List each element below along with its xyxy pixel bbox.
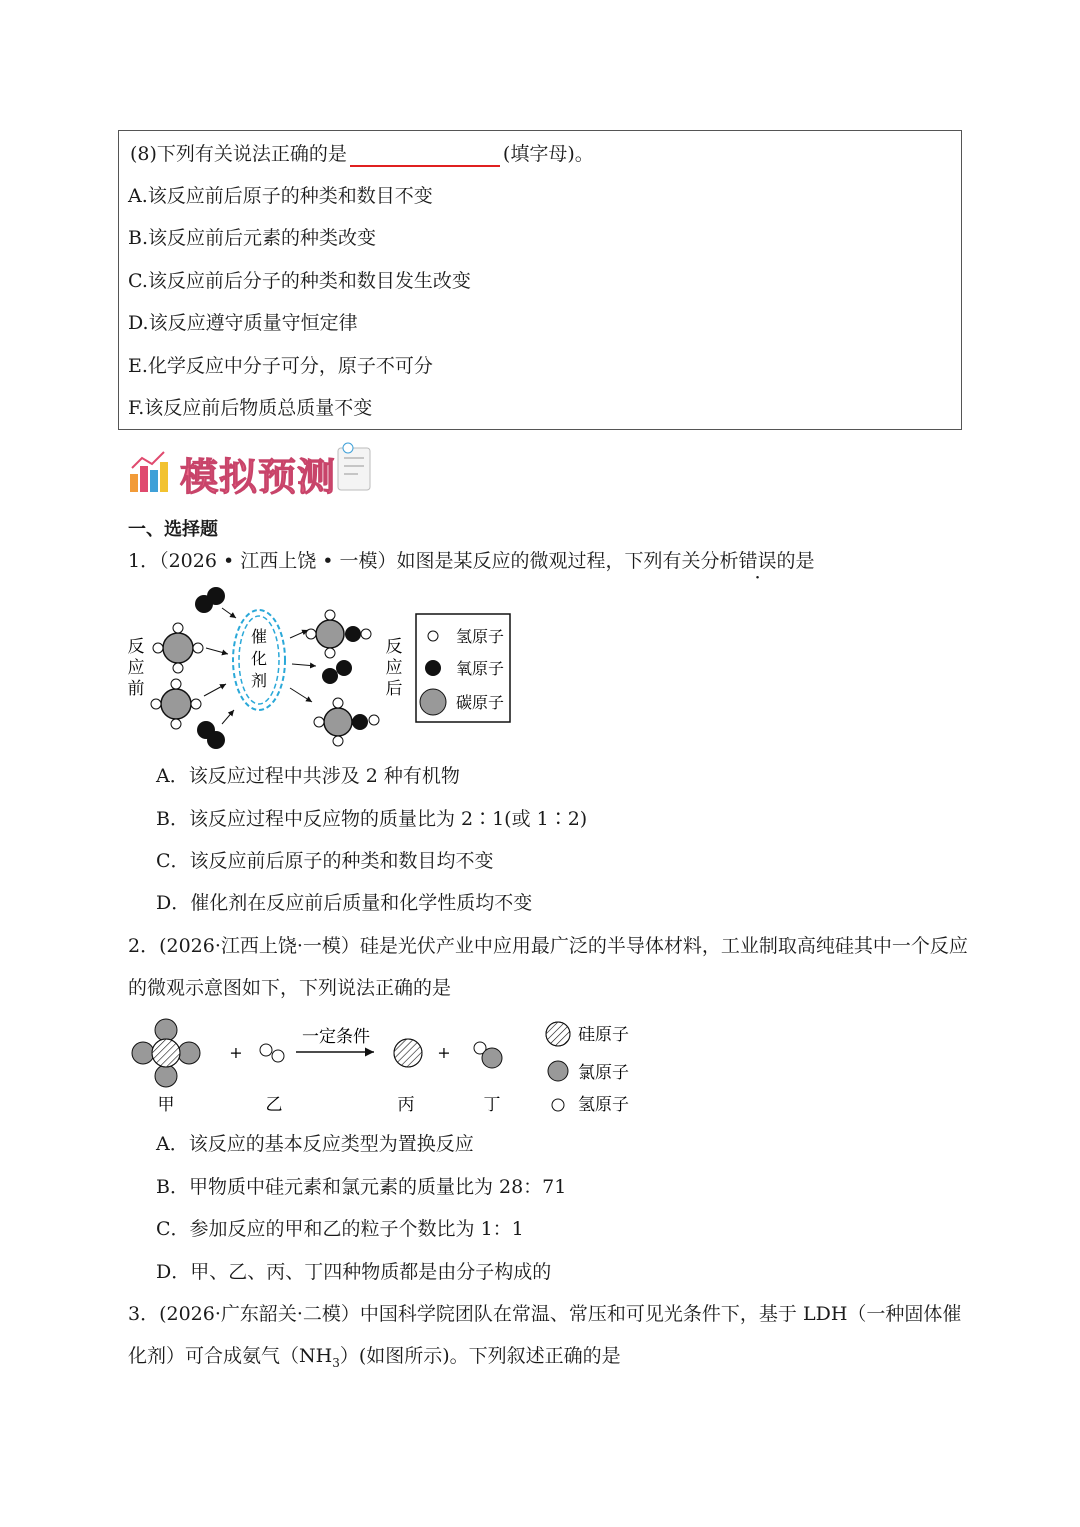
box-option-d: D.该反应遵守质量守恒定律 [128,312,358,334]
box-option-c: C.该反应前后分子的种类和数目发生改变 [128,270,471,292]
q2-legend-silicon: 硅原子 [578,1025,629,1045]
q2-condition: 一定条件 [302,1027,370,1047]
box-question-text: (8)下列有关说法正确的是 [130,143,347,165]
q1-reaction-figure [124,584,524,754]
q3-subscript: 3 [332,1355,340,1370]
q1-stem-before: 1．（2026 • 江西上饶 • 一模）如图是某反应的微观过程，下列有关分析 [128,550,739,572]
q3-stem-line-2 [128,1343,621,1376]
answer-blank[interactable] [350,145,500,167]
q1-catalyst-label-3: 剂 [250,671,268,690]
q2-label-yi: 乙 [265,1095,283,1115]
q2-legend-hydrogen: 氢原子 [578,1095,629,1115]
q2-stem-line-2: 的微观示意图如下，下列说法正确的是 [128,977,452,999]
q1-after-label-1: 反 [385,637,403,657]
q2-reaction-figure [124,1010,644,1122]
q1-option-d: D．催化剂在反应前后质量和化学性质均不变 [156,892,533,914]
q1-after-label-2: 应 [385,658,403,678]
q2-option-c: C．参加反应的甲和乙的粒子个数比为 1：1 [156,1218,524,1240]
q1-stem-emphasis: 错误 [738,550,777,572]
q3-stem-line-2-b: ）(如图所示)。下列叙述正确的是 [339,1345,621,1367]
q1-stem-after: 的是 [776,550,815,572]
q1-before-label-1: 反 [127,637,145,657]
box-question [130,141,594,167]
box-option-f: F.该反应前后物质总质量不变 [128,397,373,419]
box-option-e: E.化学反应中分子可分，原子不可分 [128,355,433,377]
box-question-suffix: (填字母)。 [502,143,594,165]
box-option-b: B.该反应前后元素的种类改变 [128,227,377,249]
q1-before-label-2: 应 [127,658,145,678]
q3-stem-line-1: 3．(2026·广东韶关·二模）中国科学院团队在常温、常压和可见光条件下，基于 LDH（一种固体催 [128,1303,962,1325]
q2-label-bing: 丙 [397,1095,415,1115]
q1-stem [128,548,815,574]
q2-label-jia: 甲 [157,1095,175,1115]
q2-stem-line-1: 2．(2026·江西上饶·一模）硅是光伏产业中应用最广泛的半导体材料，工业制取高纯硅其中一个反应 [128,935,968,957]
section-banner [128,438,378,498]
q2-plus-2: + [437,1043,451,1062]
q1-option-a: A．该反应过程中共涉及 2 种有机物 [156,765,460,787]
q1-option-b: B．该反应过程中反应物的质量比为 2∶1(或 1∶2) [156,808,588,830]
section-title: 一、选择题 [128,519,218,540]
q2-label-ding: 丁 [483,1095,501,1115]
q2-option-a: A．该反应的基本反应类型为置换反应 [156,1133,474,1155]
q2-plus-1: + [229,1043,243,1062]
q1-option-c: C．该反应前后原子的种类和数目均不变 [156,850,494,872]
q1-catalyst-label-1: 催 [250,627,268,646]
q1-legend-hydrogen: 氢原子 [456,627,505,646]
q1-legend-carbon: 碳原子 [456,693,505,712]
q2-option-b: B．甲物质中硅元素和氯元素的质量比为 28：71 [156,1176,567,1198]
q1-legend-oxygen: 氧原子 [456,659,505,678]
q1-catalyst-label-2: 化 [250,649,268,668]
q1-before-label-3: 前 [127,679,145,699]
box-option-a: A.该反应前后原子的种类和数目不变 [128,185,433,207]
q3-stem-line-2-a: 化剂）可合成氨气（NH [128,1345,333,1367]
q1-after-label-3: 后 [385,679,403,699]
q2-legend-chlorine: 氯原子 [578,1063,629,1083]
banner-title: 模拟预测 [180,455,337,499]
q2-option-d: D．甲、乙、丙、丁四种物质都是由分子构成的 [156,1261,552,1283]
